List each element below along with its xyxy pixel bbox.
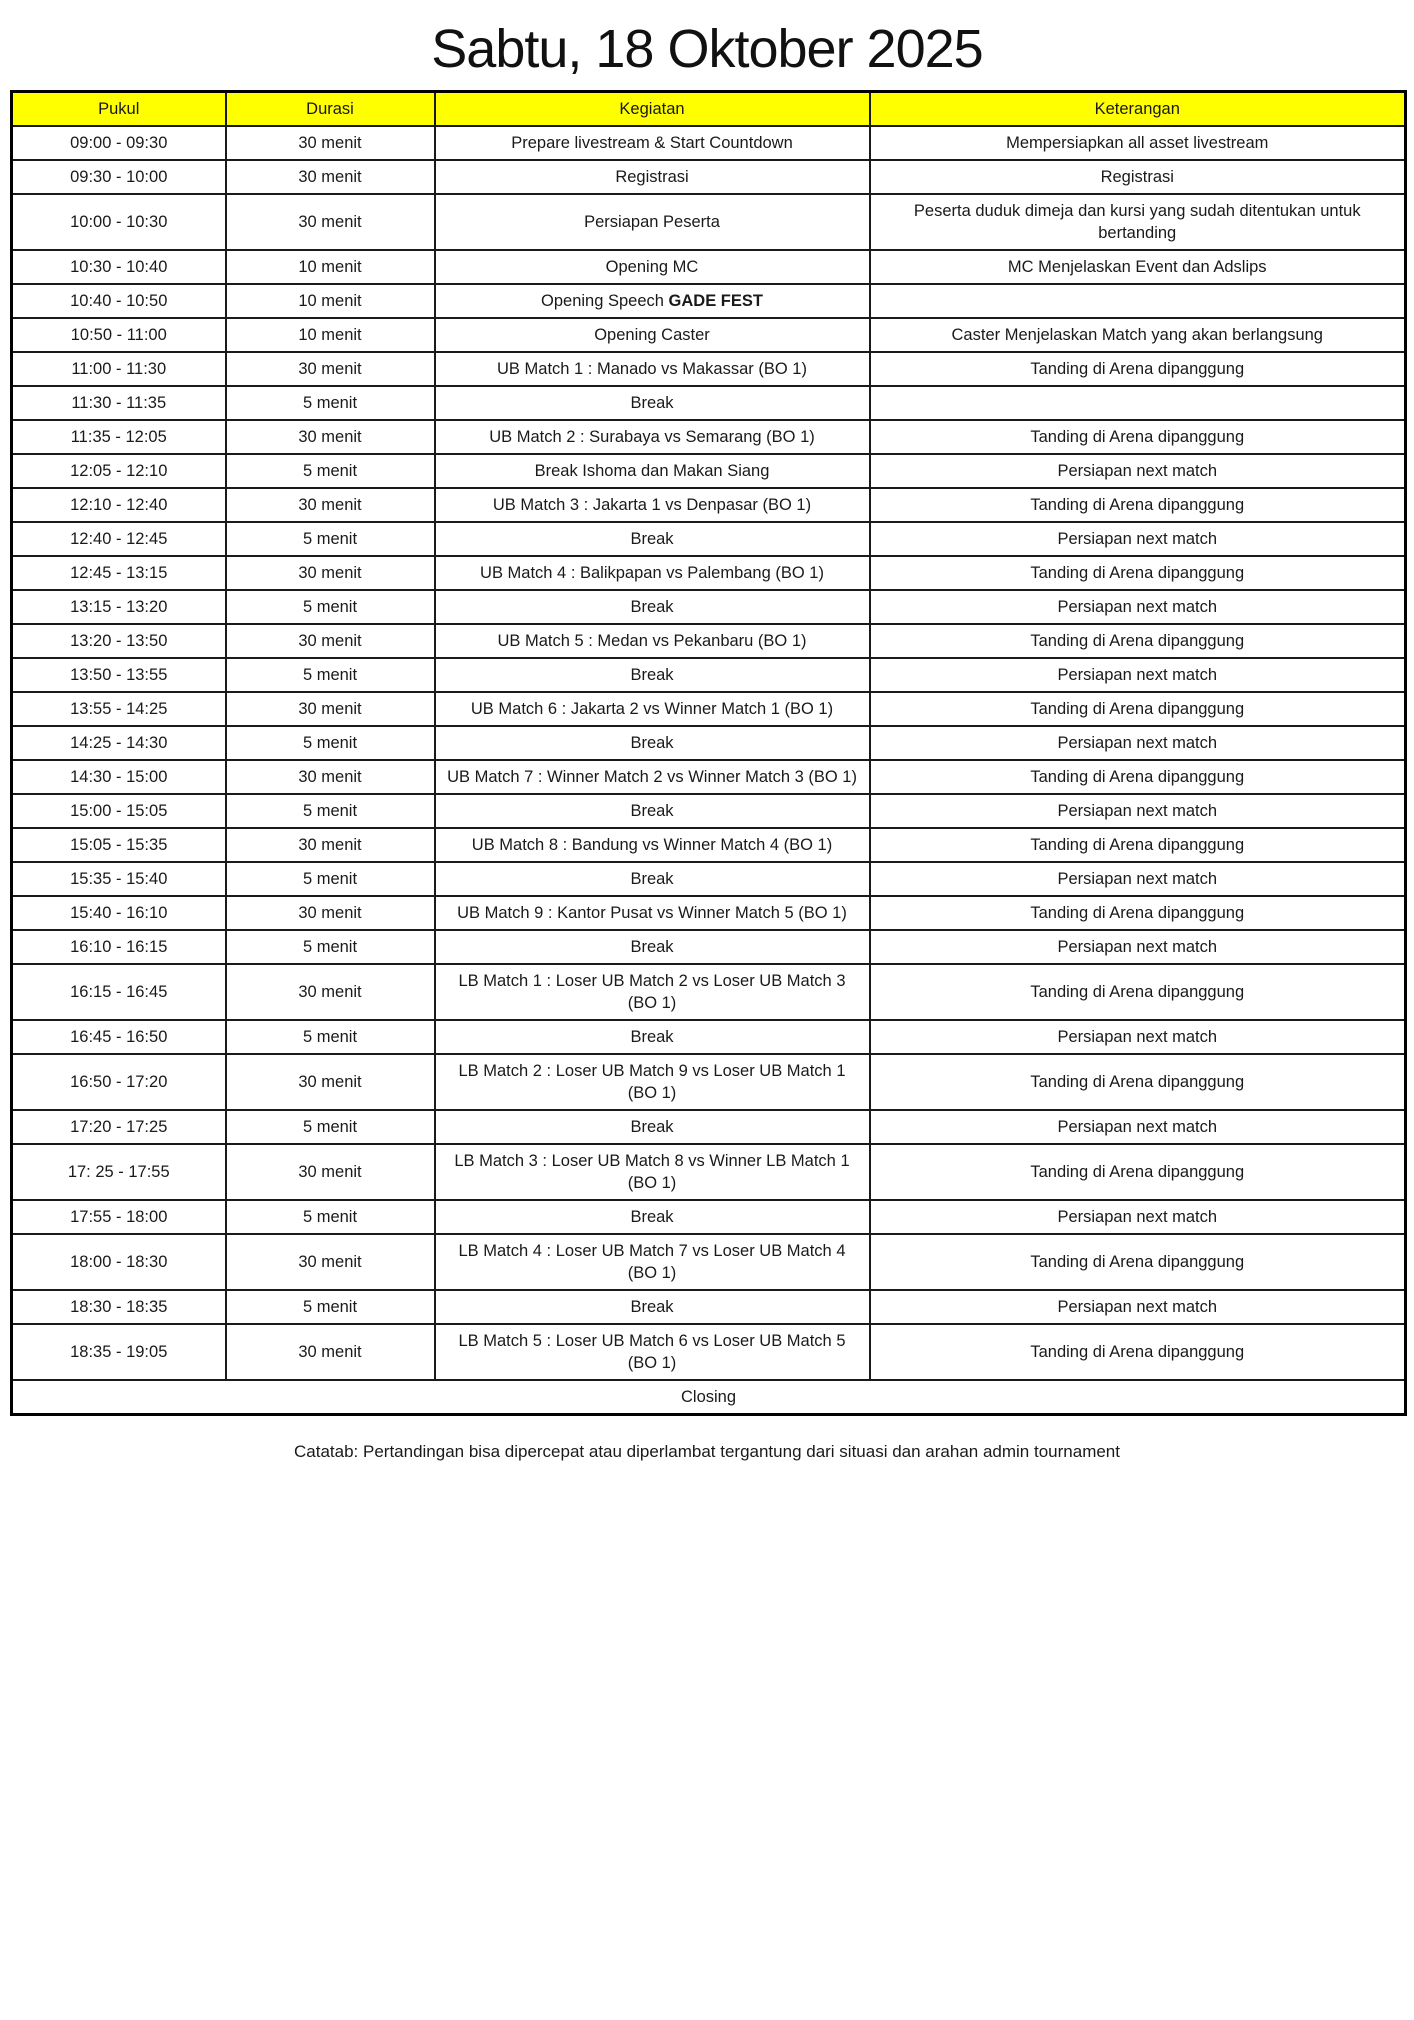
cell-pukul: 10:30 - 10:40 xyxy=(12,250,226,284)
cell-keterangan: Persiapan next match xyxy=(870,1200,1406,1234)
cell-durasi: 30 menit xyxy=(226,896,435,930)
cell-kegiatan: Prepare livestream & Start Countdown xyxy=(435,126,870,160)
table-row xyxy=(12,318,1406,352)
cell-keterangan: Persiapan next match xyxy=(870,1020,1406,1054)
cell-keterangan: Tanding di Arena dipanggung xyxy=(870,624,1406,658)
cell-kegiatan: LB Match 3 : Loser UB Match 8 vs Winner LB Match 1 (BO 1) xyxy=(435,1144,870,1200)
cell-keterangan xyxy=(870,386,1406,420)
cell-keterangan: Tanding di Arena dipanggung xyxy=(870,760,1406,794)
cell-kegiatan: LB Match 1 : Loser UB Match 2 vs Loser UB Match 3 (BO 1) xyxy=(435,964,870,1020)
footer-note: Catatab: Pertandingan bisa dipercepat atau diperlambat tergantung dari situasi dan arahan admin tournament xyxy=(294,1441,1120,1461)
cell-durasi: 10 menit xyxy=(226,250,435,284)
table-row xyxy=(12,1054,1406,1110)
table-row xyxy=(12,488,1406,522)
cell-keterangan: Tanding di Arena dipanggung xyxy=(870,828,1406,862)
cell-pukul: 15:00 - 15:05 xyxy=(12,794,226,828)
cell-durasi: 5 menit xyxy=(226,1110,435,1144)
cell-durasi: 30 menit xyxy=(226,1144,435,1200)
cell-keterangan: Tanding di Arena dipanggung xyxy=(870,964,1406,1020)
cell-keterangan: Persiapan next match xyxy=(870,658,1406,692)
table-row xyxy=(12,692,1406,726)
cell-durasi: 30 menit xyxy=(226,1234,435,1290)
cell-keterangan: Tanding di Arena dipanggung xyxy=(870,896,1406,930)
cell-pukul: 15:05 - 15:35 xyxy=(12,828,226,862)
cell-kegiatan: Break xyxy=(435,1200,870,1234)
cell-kegiatan: UB Match 5 : Medan vs Pekanbaru (BO 1) xyxy=(435,624,870,658)
cell-keterangan: Tanding di Arena dipanggung xyxy=(870,420,1406,454)
cell-durasi: 5 menit xyxy=(226,522,435,556)
cell-keterangan: Persiapan next match xyxy=(870,1110,1406,1144)
cell-keterangan: Peserta duduk dimeja dan kursi yang sudah ditentukan untuk bertanding xyxy=(870,194,1406,250)
cell-kegiatan: Break xyxy=(435,794,870,828)
cell-durasi: 5 menit xyxy=(226,726,435,760)
cell-pukul: 15:35 - 15:40 xyxy=(12,862,226,896)
cell-pukul: 13:20 - 13:50 xyxy=(12,624,226,658)
cell-kegiatan: LB Match 5 : Loser UB Match 6 vs Loser UB Match 5 (BO 1) xyxy=(435,1324,870,1380)
cell-pukul: 09:00 - 09:30 xyxy=(12,126,226,160)
closing-cell: Closing xyxy=(12,1380,1406,1415)
cell-kegiatan: Break Ishoma dan Makan Siang xyxy=(435,454,870,488)
table-row xyxy=(12,1234,1406,1290)
cell-kegiatan: Break xyxy=(435,658,870,692)
cell-kegiatan: Break xyxy=(435,862,870,896)
cell-kegiatan: Opening Speech GADE FEST xyxy=(435,284,870,318)
cell-pukul: 10:50 - 11:00 xyxy=(12,318,226,352)
cell-keterangan: Registrasi xyxy=(870,160,1406,194)
schedule-table xyxy=(10,90,1407,1416)
cell-durasi: 30 menit xyxy=(226,488,435,522)
cell-pukul: 16:45 - 16:50 xyxy=(12,1020,226,1054)
cell-durasi: 5 menit xyxy=(226,1290,435,1324)
cell-kegiatan: UB Match 2 : Surabaya vs Semarang (BO 1) xyxy=(435,420,870,454)
cell-pukul: 13:50 - 13:55 xyxy=(12,658,226,692)
cell-pukul: 14:25 - 14:30 xyxy=(12,726,226,760)
cell-kegiatan: Persiapan Peserta xyxy=(435,194,870,250)
table-row xyxy=(12,1324,1406,1380)
cell-pukul: 11:00 - 11:30 xyxy=(12,352,226,386)
table-row xyxy=(12,930,1406,964)
cell-durasi: 5 menit xyxy=(226,930,435,964)
table-row xyxy=(12,194,1406,250)
cell-keterangan: Persiapan next match xyxy=(870,726,1406,760)
table-row xyxy=(12,250,1406,284)
cell-keterangan: Tanding di Arena dipanggung xyxy=(870,1054,1406,1110)
cell-pukul: 12:45 - 13:15 xyxy=(12,556,226,590)
cell-pukul: 12:10 - 12:40 xyxy=(12,488,226,522)
cell-durasi: 5 menit xyxy=(226,590,435,624)
cell-durasi: 5 menit xyxy=(226,794,435,828)
cell-pukul: 12:40 - 12:45 xyxy=(12,522,226,556)
table-row xyxy=(12,160,1406,194)
cell-kegiatan: Break xyxy=(435,1290,870,1324)
table-row xyxy=(12,828,1406,862)
cell-pukul: 11:30 - 11:35 xyxy=(12,386,226,420)
table-row xyxy=(12,658,1406,692)
table-row xyxy=(12,1110,1406,1144)
cell-durasi: 30 menit xyxy=(226,692,435,726)
cell-keterangan: Tanding di Arena dipanggung xyxy=(870,352,1406,386)
cell-durasi: 30 menit xyxy=(226,624,435,658)
cell-durasi: 5 menit xyxy=(226,454,435,488)
cell-durasi: 5 menit xyxy=(226,1020,435,1054)
cell-durasi: 30 menit xyxy=(226,1054,435,1110)
table-row xyxy=(12,126,1406,160)
cell-kegiatan: Break xyxy=(435,1110,870,1144)
cell-durasi: 30 menit xyxy=(226,194,435,250)
cell-kegiatan: UB Match 6 : Jakarta 2 vs Winner Match 1 (BO 1) xyxy=(435,692,870,726)
cell-durasi: 5 menit xyxy=(226,658,435,692)
cell-pukul: 16:10 - 16:15 xyxy=(12,930,226,964)
cell-durasi: 30 menit xyxy=(226,126,435,160)
table-row xyxy=(12,726,1406,760)
cell-durasi: 5 menit xyxy=(226,1200,435,1234)
cell-kegiatan: Break xyxy=(435,522,870,556)
column-header-pukul: Pukul xyxy=(12,92,226,126)
cell-pukul: 18:35 - 19:05 xyxy=(12,1324,226,1380)
cell-pukul: 17: 25 - 17:55 xyxy=(12,1144,226,1200)
cell-kegiatan: UB Match 4 : Balikpapan vs Palembang (BO 1) xyxy=(435,556,870,590)
cell-kegiatan: Break xyxy=(435,1020,870,1054)
cell-kegiatan: Registrasi xyxy=(435,160,870,194)
cell-pukul: 17:55 - 18:00 xyxy=(12,1200,226,1234)
schedule-table-body xyxy=(12,126,1406,1380)
cell-keterangan: Tanding di Arena dipanggung xyxy=(870,692,1406,726)
table-row xyxy=(12,1144,1406,1200)
cell-pukul: 15:40 - 16:10 xyxy=(12,896,226,930)
cell-keterangan xyxy=(870,284,1406,318)
table-row xyxy=(12,420,1406,454)
cell-kegiatan: UB Match 7 : Winner Match 2 vs Winner Match 3 (BO 1) xyxy=(435,760,870,794)
cell-kegiatan: Opening Caster xyxy=(435,318,870,352)
cell-keterangan: Persiapan next match xyxy=(870,862,1406,896)
cell-keterangan: Mempersiapkan all asset livestream xyxy=(870,126,1406,160)
table-row xyxy=(12,522,1406,556)
cell-keterangan: Persiapan next match xyxy=(870,794,1406,828)
cell-durasi: 30 menit xyxy=(226,556,435,590)
cell-pukul: 10:00 - 10:30 xyxy=(12,194,226,250)
column-header-durasi: Durasi xyxy=(226,92,435,126)
cell-pukul: 09:30 - 10:00 xyxy=(12,160,226,194)
cell-durasi: 5 menit xyxy=(226,386,435,420)
cell-keterangan: Persiapan next match xyxy=(870,454,1406,488)
table-row xyxy=(12,352,1406,386)
cell-pukul: 17:20 - 17:25 xyxy=(12,1110,226,1144)
cell-pukul: 18:30 - 18:35 xyxy=(12,1290,226,1324)
cell-keterangan: Persiapan next match xyxy=(870,590,1406,624)
page-title: Sabtu, 18 Oktober 2025 xyxy=(431,19,983,79)
cell-kegiatan: Break xyxy=(435,590,870,624)
cell-keterangan: Tanding di Arena dipanggung xyxy=(870,1144,1406,1200)
cell-durasi: 10 menit xyxy=(226,284,435,318)
cell-kegiatan: Break xyxy=(435,386,870,420)
cell-kegiatan: UB Match 3 : Jakarta 1 vs Denpasar (BO 1) xyxy=(435,488,870,522)
cell-keterangan: Tanding di Arena dipanggung xyxy=(870,1324,1406,1380)
cell-kegiatan: UB Match 8 : Bandung vs Winner Match 4 (BO 1) xyxy=(435,828,870,862)
cell-durasi: 30 menit xyxy=(226,964,435,1020)
cell-keterangan: Tanding di Arena dipanggung xyxy=(870,556,1406,590)
table-row xyxy=(12,1200,1406,1234)
table-row xyxy=(12,1020,1406,1054)
cell-kegiatan: LB Match 2 : Loser UB Match 9 vs Loser UB Match 1 (BO 1) xyxy=(435,1054,870,1110)
cell-pukul: 14:30 - 15:00 xyxy=(12,760,226,794)
cell-keterangan: Caster Menjelaskan Match yang akan berlangsung xyxy=(870,318,1406,352)
cell-durasi: 10 menit xyxy=(226,318,435,352)
cell-pukul: 12:05 - 12:10 xyxy=(12,454,226,488)
table-row xyxy=(12,760,1406,794)
cell-keterangan: MC Menjelaskan Event dan Adslips xyxy=(870,250,1406,284)
table-row xyxy=(12,794,1406,828)
cell-kegiatan: LB Match 4 : Loser UB Match 7 vs Loser UB Match 4 (BO 1) xyxy=(435,1234,870,1290)
cell-durasi: 30 menit xyxy=(226,1324,435,1380)
table-row xyxy=(12,964,1406,1020)
table-row xyxy=(12,590,1406,624)
cell-durasi: 30 menit xyxy=(226,760,435,794)
cell-pukul: 13:15 - 13:20 xyxy=(12,590,226,624)
table-row xyxy=(12,1290,1406,1324)
cell-keterangan: Persiapan next match xyxy=(870,1290,1406,1324)
cell-keterangan: Tanding di Arena dipanggung xyxy=(870,1234,1406,1290)
table-row xyxy=(12,284,1406,318)
table-row xyxy=(12,386,1406,420)
cell-durasi: 30 menit xyxy=(226,160,435,194)
schedule-table-header-row xyxy=(12,92,1406,126)
column-header-kegiatan: Kegiatan xyxy=(435,92,870,126)
cell-pukul: 11:35 - 12:05 xyxy=(12,420,226,454)
cell-kegiatan: Break xyxy=(435,726,870,760)
cell-pukul: 13:55 - 14:25 xyxy=(12,692,226,726)
cell-durasi: 30 menit xyxy=(226,420,435,454)
table-row xyxy=(12,454,1406,488)
cell-pukul: 10:40 - 10:50 xyxy=(12,284,226,318)
cell-kegiatan: UB Match 1 : Manado vs Makassar (BO 1) xyxy=(435,352,870,386)
cell-keterangan: Tanding di Arena dipanggung xyxy=(870,488,1406,522)
cell-durasi: 30 menit xyxy=(226,352,435,386)
cell-pukul: 18:00 - 18:30 xyxy=(12,1234,226,1290)
table-row xyxy=(12,556,1406,590)
cell-durasi: 5 menit xyxy=(226,862,435,896)
cell-kegiatan: UB Match 9 : Kantor Pusat vs Winner Match 5 (BO 1) xyxy=(435,896,870,930)
table-row xyxy=(12,896,1406,930)
cell-pukul: 16:50 - 17:20 xyxy=(12,1054,226,1110)
cell-keterangan: Persiapan next match xyxy=(870,522,1406,556)
column-header-keterangan: Keterangan xyxy=(870,92,1406,126)
cell-kegiatan: Break xyxy=(435,930,870,964)
cell-pukul: 16:15 - 16:45 xyxy=(12,964,226,1020)
cell-keterangan: Persiapan next match xyxy=(870,930,1406,964)
closing-row xyxy=(12,1380,1406,1415)
table-row xyxy=(12,862,1406,896)
table-row xyxy=(12,624,1406,658)
cell-durasi: 30 menit xyxy=(226,828,435,862)
cell-kegiatan: Opening MC xyxy=(435,250,870,284)
